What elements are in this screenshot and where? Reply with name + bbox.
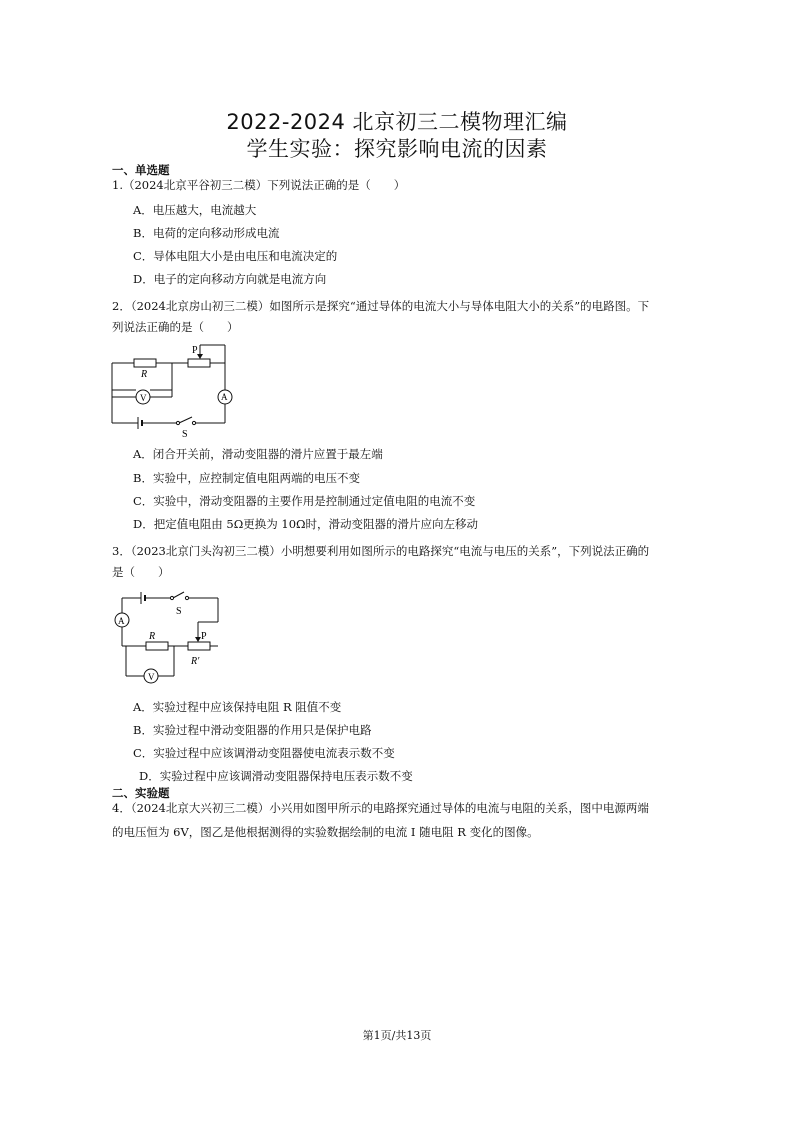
rheostat-r-prime xyxy=(188,642,210,650)
switch-blade xyxy=(179,417,192,423)
question-2-option-c: C．实验中，滑动变阻器的主要作用是控制通过定值电阻的电流不变 xyxy=(133,494,476,508)
label-v: V xyxy=(140,393,147,403)
question-2-option-d: D．把定值电阻由 5Ω更换为 10Ω时，滑动变阻器的滑片应向左移动 xyxy=(133,517,479,531)
question-1-option-a: A．电压越大，电流越大 xyxy=(133,203,257,217)
question-1-option-b: B．电荷的定向移动形成电流 xyxy=(133,226,280,240)
section-heading-experiment: 二、实验题 xyxy=(112,786,170,800)
question-1-option-d: D．电子的定向移动方向就是电流方向 xyxy=(133,272,327,286)
question-2-option-a: A．闭合开关前，滑动变阻器的滑片应置于最左端 xyxy=(133,447,383,461)
page-number-footer: 第1页/共13页 xyxy=(362,1029,432,1042)
question-3-option-a: A．实验过程中应该保持电阻 R 阻值不变 xyxy=(133,700,342,714)
label-r: R xyxy=(149,631,156,642)
question-3-option-c: C．实验过程中应该调滑动变阻器使电流表示数不变 xyxy=(133,746,395,760)
page-title: 2022-2024 北京初三二模物理汇编 xyxy=(226,110,568,134)
question-3-stem-line-1: 3．（2023北京门头沟初三二模）小明想要利用如图所示的电路探究“电流与电压的关系”，下列说法正确的 xyxy=(112,544,650,558)
label-p: P xyxy=(192,345,198,356)
question-3-circuit-diagram xyxy=(108,590,228,690)
question-1-stem: 1.（2024北京平谷初三二模）下列说法正确的是（ ） xyxy=(112,178,406,192)
resistor-r xyxy=(134,359,156,367)
question-1-option-c: C．导体电阻大小是由电压和电流决定的 xyxy=(133,249,338,263)
question-2-stem-line-1: 2．（2024北京房山初三二模）如图所示是探究“通过导体的电流大小与导体电阻大小的关系”的电路图。下 xyxy=(112,299,650,313)
question-2-circuit-diagram xyxy=(108,340,238,440)
rheostat xyxy=(188,359,210,367)
question-3-stem-line-2: 是（ ） xyxy=(112,565,170,579)
label-s: S xyxy=(176,606,182,617)
question-4-stem-line-1: 4．（2024北京大兴初三二模）小兴用如图甲所示的电路探究通过导体的电流与电阻的关系，图中电源两端 xyxy=(112,801,649,815)
label-s: S xyxy=(182,429,188,440)
section-heading-single-choice: 一、单选题 xyxy=(112,163,170,177)
label-r: R xyxy=(141,369,148,380)
label-r-prime: R′ xyxy=(191,656,200,667)
resistor-r xyxy=(146,642,168,650)
switch-blade xyxy=(173,592,184,598)
question-3-option-d: D．实验过程中应该调滑动变阻器保持电压表示数不变 xyxy=(139,769,413,783)
label-v: V xyxy=(148,672,155,682)
label-a: A xyxy=(118,616,125,626)
label-p: P xyxy=(201,631,207,642)
question-2-stem-line-2: 列说法正确的是（ ） xyxy=(112,320,239,334)
page-subtitle: 学生实验：探究影响电流的因素 xyxy=(246,137,548,161)
label-a: A xyxy=(221,392,228,402)
question-4-stem-line-2: 的电压恒为 6V，图乙是他根据测得的实验数据绘制的电流 I 随电阻 R 变化的图像。 xyxy=(112,825,539,839)
question-3-option-b: B．实验过程中滑动变阻器的作用只是保护电路 xyxy=(133,723,372,737)
question-2-option-b: B．实验中，应控制定值电阻两端的电压不变 xyxy=(133,471,360,485)
